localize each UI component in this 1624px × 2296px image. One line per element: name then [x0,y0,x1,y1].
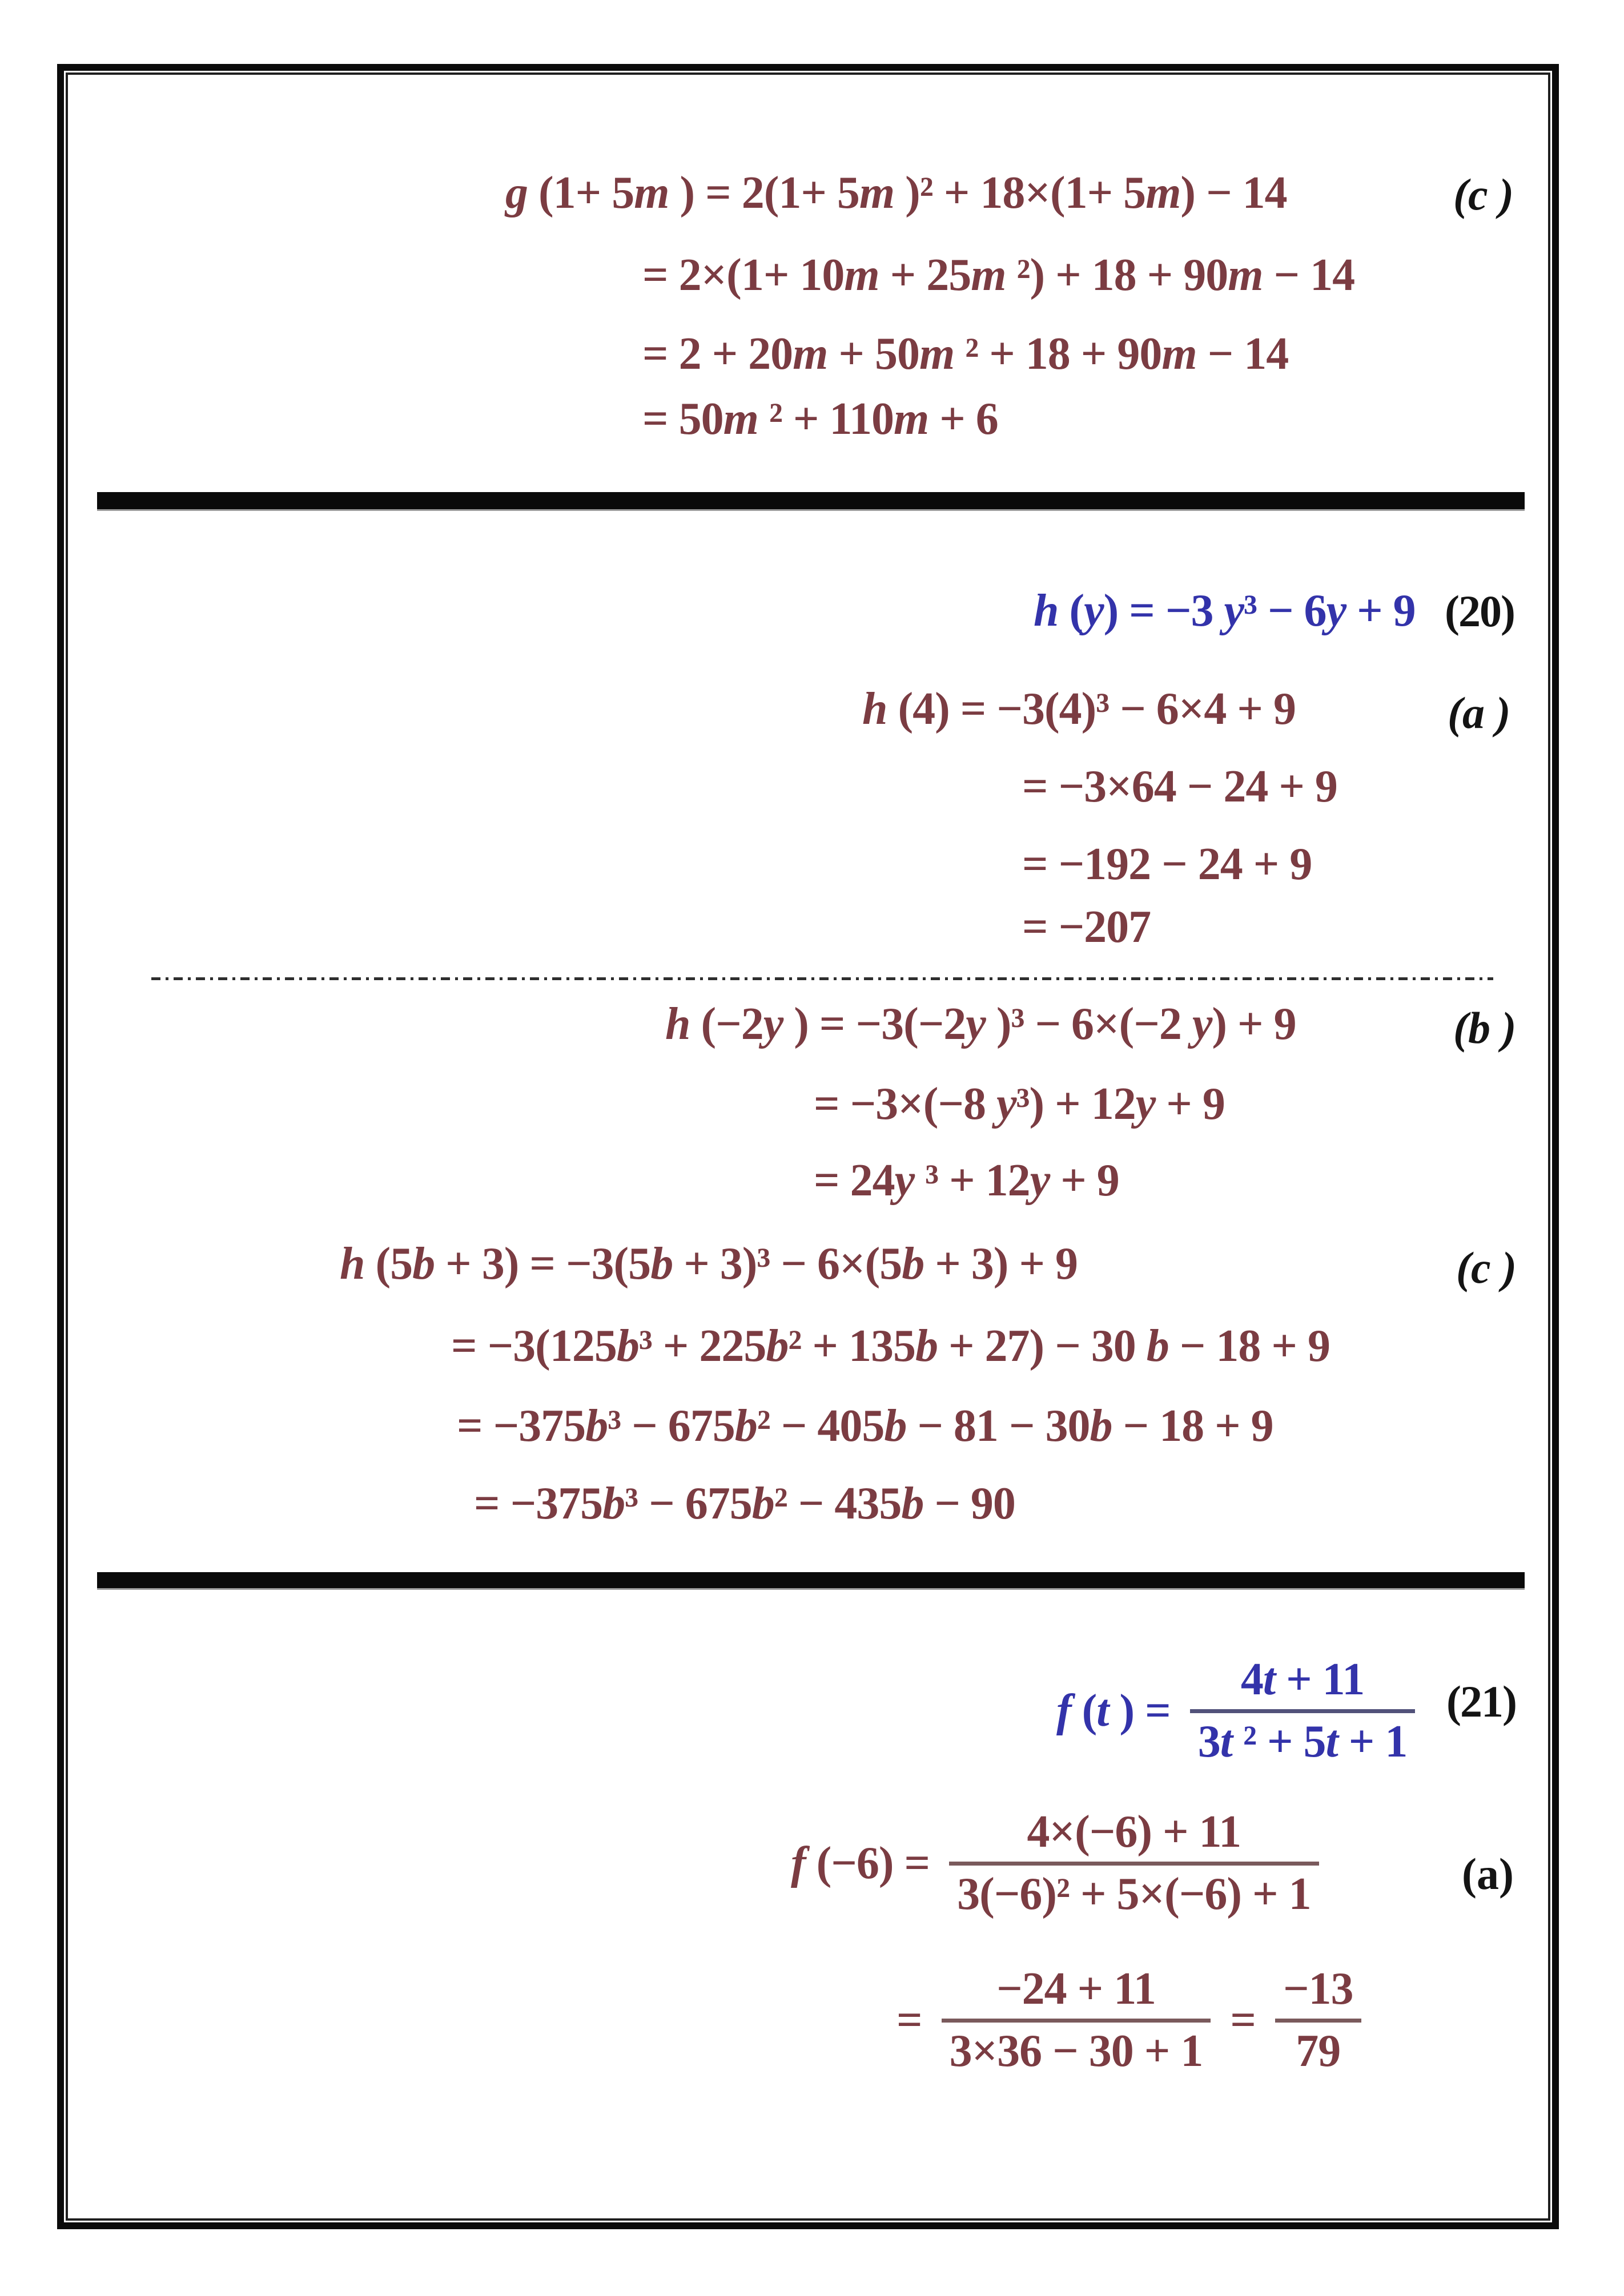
label-problem-21: (21) [1446,1677,1516,1726]
equation-g-line1: g (1+ 5m ) = 2(1+ 5m )² + 18×(1+ 5m) − 14 [505,168,1287,218]
equation-h-2y-line2: = −3×(−8 y³) + 12y + 9 [814,1079,1225,1129]
step2-fraction-2 [1275,1964,1361,2077]
step2-denominator-1: 3×36 − 30 + 1 [949,2025,1203,2076]
equation-h-2y-line1: h (−2y ) = −3(−2y )³ − 6×(−2 y) + 9 [665,999,1296,1049]
equation-h5b3-line4: = −375b³ − 675b² − 435b − 90 [474,1479,1015,1529]
label-h-part-b: (b ) [1453,1003,1517,1053]
f-minus6-lhs: f (−6) = [791,1838,930,1889]
step2-equals-2: = [1230,1995,1256,2046]
dash-dot-divider [151,977,1493,980]
step2-numerator-2: −13 [1283,1964,1353,2014]
equation-h4-line2: = −3×64 − 24 + 9 [1022,762,1337,812]
equation-h4-line4: = −207 [1022,902,1151,952]
equation-h4-line3: = −192 − 24 + 9 [1022,839,1312,889]
fraction-bar [1275,2019,1361,2023]
label-h-part-a: (a ) [1448,688,1511,738]
f-definition-numerator: 4t + 11 [1240,1654,1365,1705]
fraction-bar [942,2019,1211,2023]
f-minus6-denominator: 3(−6)² + 5×(−6) + 1 [957,1868,1311,1919]
f-definition-lhs: f (t ) = [1056,1686,1171,1737]
label-g-c: (c ) [1453,170,1514,219]
equation-h5b3-line3: = −375b³ − 675b² − 405b − 81 − 30b − 18 + 9 [457,1401,1273,1451]
equation-g-line4: = 50m ² + 110m + 6 [642,394,998,444]
step2-numerator-1: −24 + 11 [996,1964,1156,2014]
equation-h-definition: h (y) = −3 y³ − 6y + 9 [1034,586,1416,636]
equation-f-minus6-step1 [791,1807,1319,1920]
label-problem-20: (20) [1445,586,1514,636]
equation-h5b3-line2: = −3(125b³ + 225b² + 135b + 27) − 30 b − 18 + 9 [451,1321,1330,1371]
equation-h-2y-line3: = 24y ³ + 12y + 9 [814,1155,1119,1206]
equation-g-line2: = 2×(1+ 10m + 25m ²) + 18 + 90m − 14 [642,250,1355,300]
step2-fraction-1 [942,1964,1211,2077]
equation-g-line3: = 2 + 20m + 50m ² + 18 + 90m − 14 [642,329,1289,379]
f-minus6-fraction [949,1807,1319,1920]
fraction-bar [1190,1709,1416,1713]
section-divider-bar-1 [97,492,1525,509]
equation-f-minus6-step2 [897,1964,1361,2077]
label-f-part-a: (a) [1462,1849,1514,1899]
step2-equals: = [897,1995,922,2046]
f-definition-denominator: 3t ² + 5t + 1 [1197,1716,1408,1767]
f-minus6-numerator: 4×(−6) + 11 [1027,1807,1241,1857]
fraction-bar [949,1862,1319,1866]
section-divider-bar-2 [97,1572,1525,1588]
equation-f-definition [1056,1654,1415,1767]
label-h-part-c: (c ) [1456,1243,1517,1292]
equation-h4-line1: h (4) = −3(4)³ − 6×4 + 9 [862,684,1296,734]
step2-denominator-2: 79 [1296,2025,1341,2076]
f-definition-fraction [1190,1654,1416,1767]
equation-h5b3-line1: h (5b + 3) = −3(5b + 3)³ − 6×(5b + 3) + 9 [340,1239,1078,1289]
